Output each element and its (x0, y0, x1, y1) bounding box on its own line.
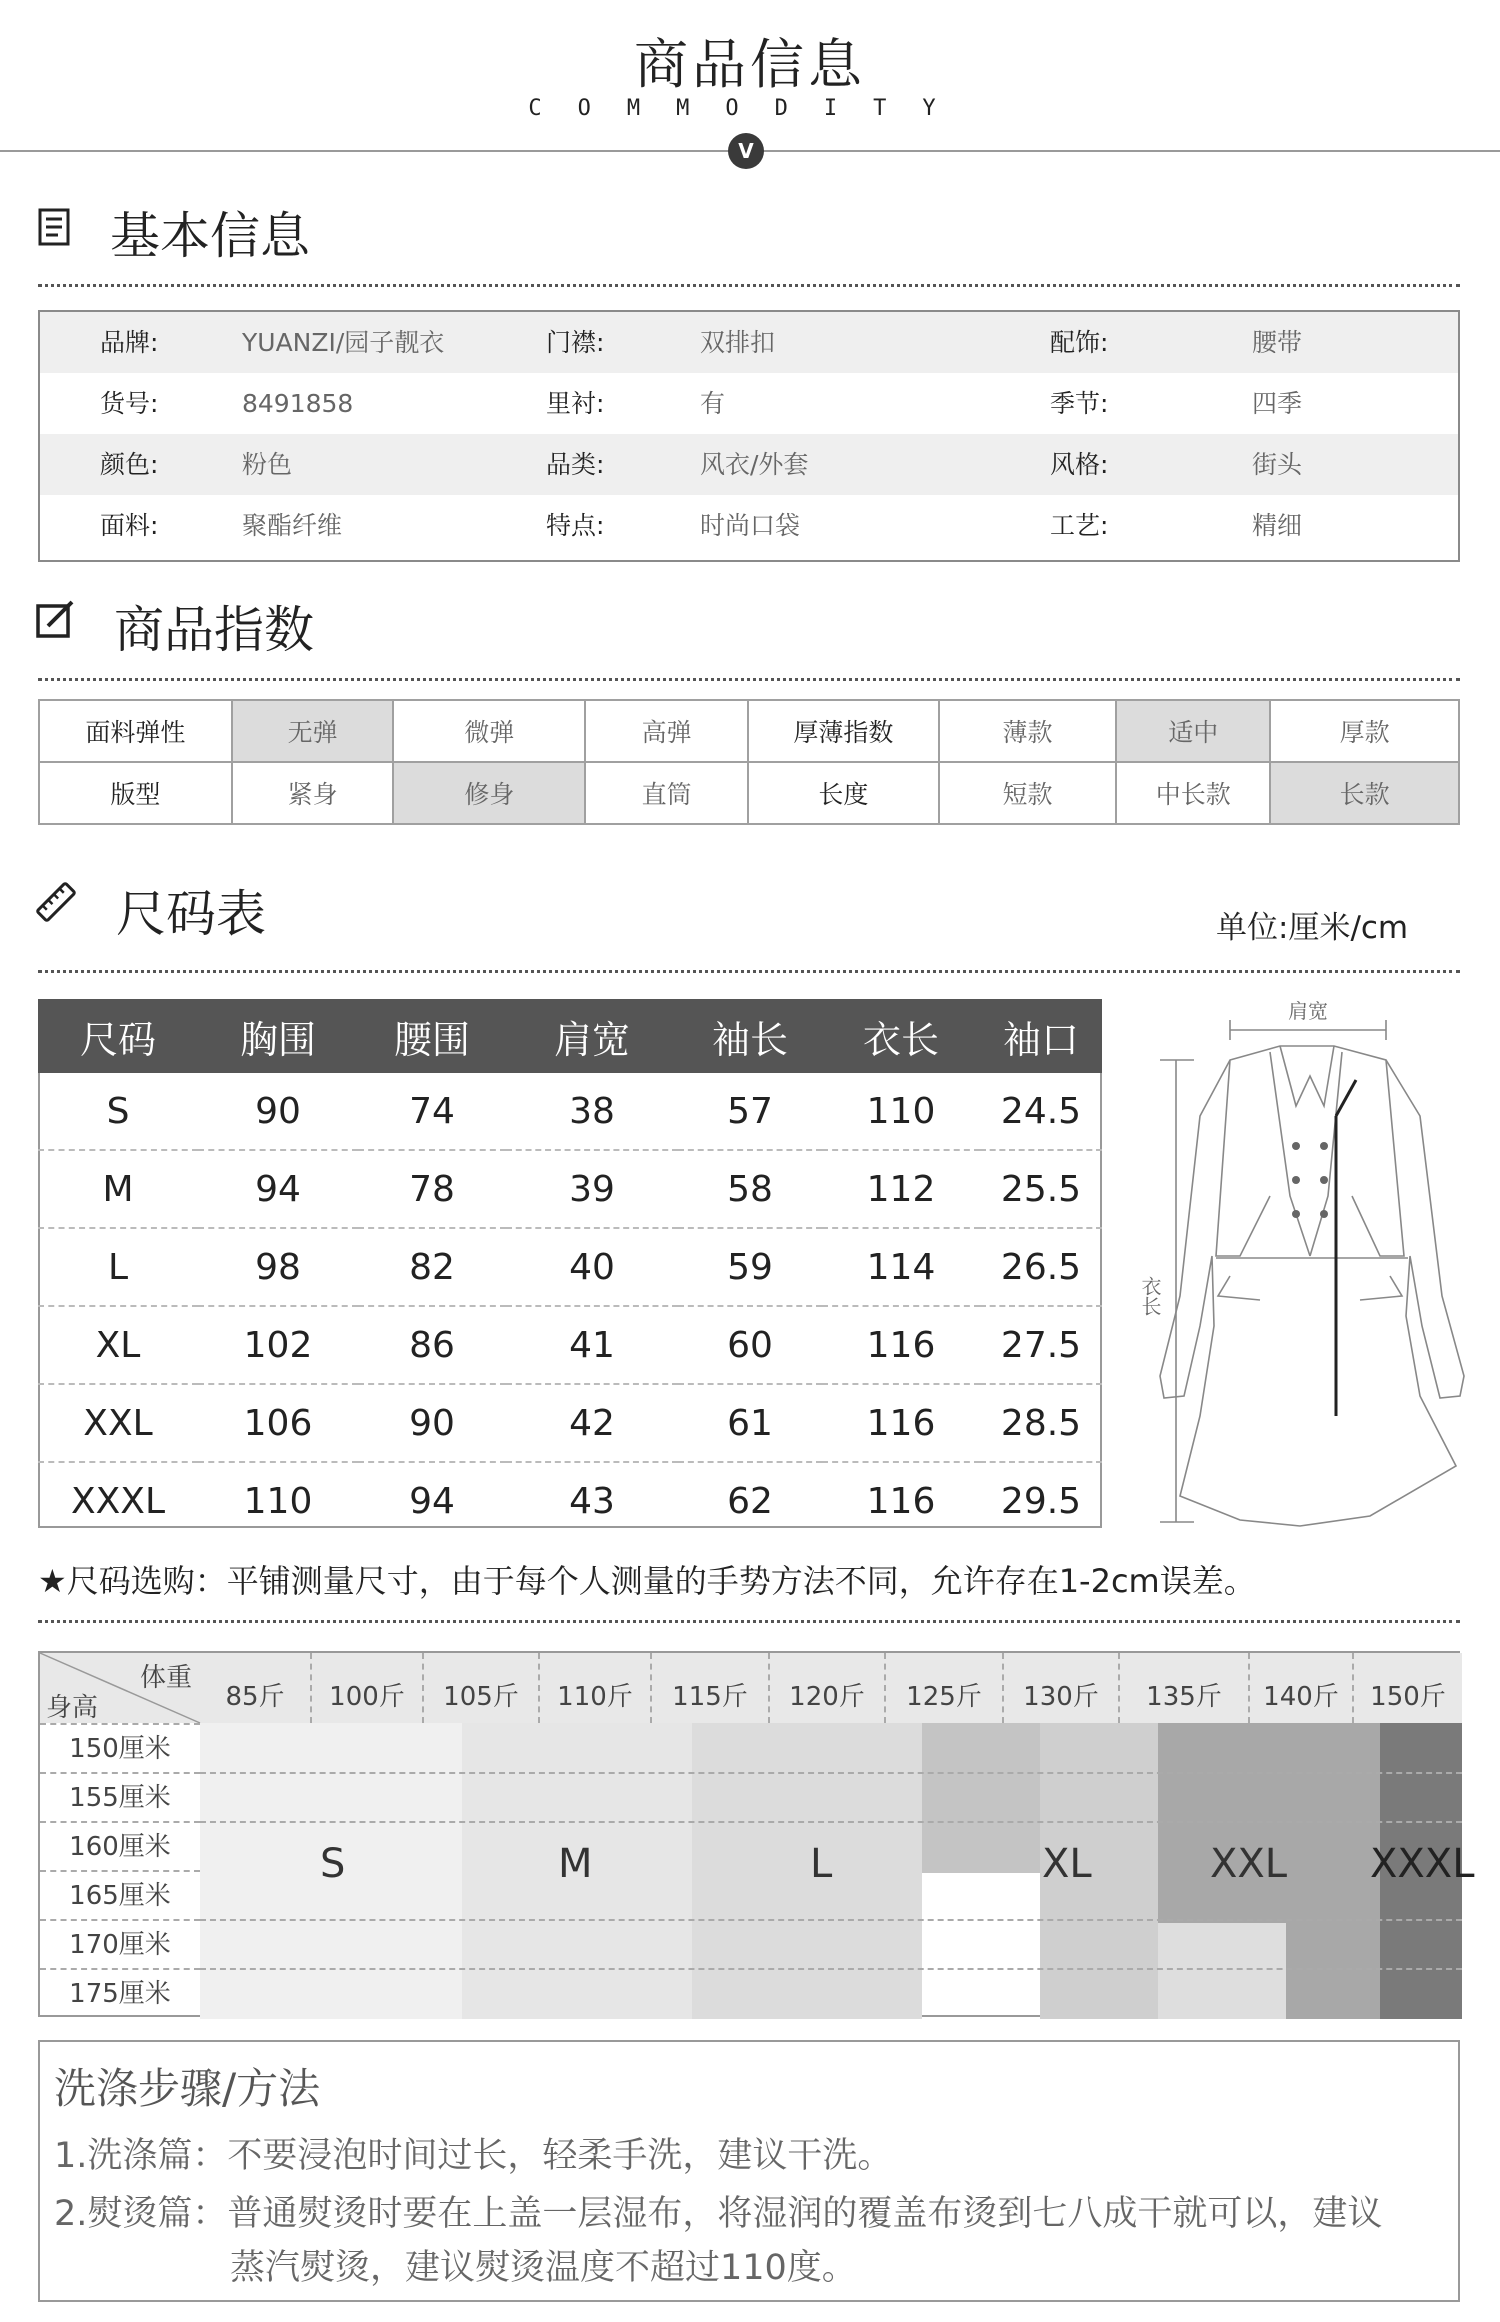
index-label: 长度 (748, 762, 939, 824)
size-table (38, 999, 1102, 1539)
weight-header: 105斤 (424, 1653, 540, 1723)
grid-line (200, 1968, 1462, 1970)
table-cell: S (38, 1073, 198, 1150)
table-cell: 94 (409, 1480, 455, 1522)
height-row-label: 160厘米 (40, 1821, 200, 1870)
product-index-table (38, 699, 1460, 825)
index-option: 适中 (1116, 700, 1270, 762)
info-key: 品类: (546, 450, 605, 479)
basic-info-table (38, 310, 1460, 562)
weight-header: 85斤 (200, 1653, 312, 1723)
ironing-line: 2.熨烫篇：普通熨烫时要在上盖一层湿布，将湿润的覆盖布烫到七八成干就可以，建议 (54, 2194, 1383, 2234)
info-row (40, 312, 1458, 373)
edit-icon (34, 598, 78, 642)
weight-header: 135斤 (1120, 1653, 1250, 1723)
index-option: 无弹 (232, 700, 394, 762)
table-cell: 40 (506, 1228, 678, 1306)
info-key: 特点: (546, 511, 605, 540)
length-label: 衣长 (1138, 1276, 1162, 1316)
index-option: 中长款 (1116, 762, 1270, 824)
info-value: 有 (700, 389, 726, 418)
ruler-icon (34, 880, 78, 924)
document-icon (34, 206, 78, 250)
column-header: 肩宽 (506, 999, 678, 1073)
table-cell: 116 (822, 1384, 980, 1462)
column-header: 袖口 (980, 999, 1102, 1073)
table-cell: 114 (822, 1228, 980, 1306)
table-cell: 38 (506, 1073, 678, 1150)
weight-header: 125斤 (886, 1653, 1004, 1723)
page-title: 商品信息 (634, 33, 866, 96)
height-row-label: 150厘米 (40, 1723, 200, 1772)
grid-line (200, 1821, 1462, 1823)
size-note: ★尺码选购：平铺测量尺寸，由于每个人测量的手势方法不同，允许存在1-2cm误差。 (38, 1562, 1256, 1600)
weight-header: 100斤 (312, 1653, 424, 1723)
washing-line: 1.洗涤篇：不要浸泡时间过长，轻柔手洗，建议干洗。 (54, 2136, 893, 2176)
size-recommend-grid (38, 1651, 1475, 2017)
info-key: 季节: (1050, 389, 1109, 418)
size-zone-l-upper (922, 1723, 1040, 1873)
info-key: 货号: (100, 389, 159, 418)
size-chart-title: 尺码表 (116, 885, 266, 943)
table-cell: 39 (506, 1150, 678, 1228)
weight-header: 140斤 (1250, 1653, 1354, 1723)
table-cell: 26.5 (980, 1228, 1102, 1306)
section-divider (38, 284, 1460, 287)
info-key: 配饰: (1050, 328, 1109, 357)
size-label-m: M (558, 1841, 593, 1887)
table-cell: 58 (678, 1150, 822, 1228)
index-option: 微弹 (393, 700, 585, 762)
index-label: 面料弹性 (39, 700, 232, 762)
section-divider (38, 970, 1460, 973)
table-cell: 90 (198, 1073, 358, 1150)
info-key: 里衬: (546, 389, 605, 418)
table-cell: 74 (358, 1073, 506, 1150)
table-cell: 62 (727, 1480, 773, 1522)
header-badge: V (728, 133, 764, 169)
table-cell: 27.5 (980, 1306, 1102, 1384)
size-label-xl: XL (1042, 1841, 1092, 1887)
height-axis-label: 身高 (46, 1693, 99, 1723)
table-cell: 28.5 (980, 1384, 1102, 1462)
coat-diagram (1120, 996, 1480, 1536)
table-cell: 60 (678, 1306, 822, 1384)
index-option: 紧身 (232, 762, 394, 824)
weight-header: 150斤 (1370, 1682, 1446, 1712)
table-cell: 25.5 (980, 1150, 1102, 1228)
index-row (39, 762, 1459, 824)
table-cell: XXXL (70, 1480, 166, 1522)
index-label: 版型 (39, 762, 232, 824)
size-zone-xxl (1158, 1723, 1380, 1923)
height-row-label: 165厘米 (40, 1870, 200, 1919)
table-cell: 59 (678, 1228, 822, 1306)
info-value: 8491858 (242, 389, 354, 418)
table-row (38, 1462, 1102, 1539)
table-cell: 78 (358, 1150, 506, 1228)
table-cell: XXL (38, 1384, 198, 1462)
size-zone-xl-lower (1158, 1923, 1286, 2019)
info-value: 精细 (1252, 511, 1303, 540)
column-header: 腰围 (358, 999, 506, 1073)
table-row (38, 1306, 1102, 1384)
height-row-label: 175厘米 (40, 1968, 200, 2017)
table-cell: XL (38, 1306, 198, 1384)
info-value: 时尚口袋 (700, 511, 801, 540)
weight-header: 115斤 (652, 1653, 770, 1723)
info-value: 风衣/外套 (700, 450, 809, 479)
info-row (40, 434, 1458, 495)
table-cell: 110 (243, 1480, 313, 1522)
table-cell: 24.5 (980, 1073, 1102, 1150)
weight-header: 110斤 (540, 1653, 652, 1723)
info-value: 聚酯纤维 (242, 511, 343, 540)
info-key: 工艺: (1050, 511, 1109, 540)
index-option: 薄款 (939, 700, 1117, 762)
index-title: 商品指数 (114, 601, 314, 659)
washing-title: 洗涤步骤/方法 (54, 2064, 321, 2113)
index-option: 短款 (939, 762, 1117, 824)
index-option: 直筒 (585, 762, 748, 824)
table-cell: 41 (506, 1306, 678, 1384)
table-row (38, 1228, 1102, 1306)
size-zone-xxl-lower (1286, 1923, 1380, 2019)
table-row (38, 1073, 1102, 1150)
ironing-line-cont: 蒸汽熨烫，建议熨烫温度不超过110度。 (230, 2248, 857, 2288)
info-row (40, 495, 1458, 556)
weight-header: 120斤 (770, 1653, 886, 1723)
height-row-label: 170厘米 (40, 1919, 200, 1968)
index-option: 长款 (1270, 762, 1459, 824)
size-zone-l (692, 1723, 922, 2019)
weight-axis-label: 体重 (140, 1663, 193, 1693)
weight-header: 130斤 (1004, 1653, 1120, 1723)
table-cell: 82 (358, 1228, 506, 1306)
column-header: 衣长 (822, 999, 980, 1073)
info-value: 粉色 (242, 450, 293, 479)
info-key: 品牌: (100, 328, 159, 357)
table-cell: 94 (198, 1150, 358, 1228)
info-value: YUANZI/园子靓衣 (242, 328, 445, 357)
table-cell: L (38, 1228, 198, 1306)
table-cell: 42 (506, 1384, 678, 1462)
info-value: 街头 (1252, 450, 1303, 479)
table-cell: 116 (822, 1306, 980, 1384)
info-key: 门襟: (546, 328, 605, 357)
index-option: 高弹 (585, 700, 748, 762)
table-row (38, 1150, 1102, 1228)
table-cell: 29.5 (1000, 1480, 1082, 1522)
table-cell: 116 (866, 1480, 936, 1522)
size-label-l: L (810, 1841, 833, 1887)
size-label-xxxl: XXXL (1370, 1841, 1475, 1887)
table-cell: 61 (678, 1384, 822, 1462)
section-divider (38, 1620, 1460, 1623)
table-cell: M (38, 1150, 198, 1228)
column-header: 胸围 (198, 999, 358, 1073)
table-cell: 102 (198, 1306, 358, 1384)
info-key: 颜色: (100, 450, 159, 479)
size-label-s: S (320, 1841, 346, 1887)
table-cell: 86 (358, 1306, 506, 1384)
index-option: 修身 (393, 762, 585, 824)
column-header: 尺码 (38, 999, 198, 1073)
table-cell: 57 (678, 1073, 822, 1150)
index-option: 厚款 (1270, 700, 1459, 762)
grid-line (200, 1772, 1462, 1774)
basic-info-title: 基本信息 (110, 207, 310, 265)
table-cell: 110 (822, 1073, 980, 1150)
grid-line (200, 1919, 1462, 1921)
info-key: 面料: (100, 511, 159, 540)
info-value: 双排扣 (700, 328, 776, 357)
table-cell: 98 (198, 1228, 358, 1306)
size-table-header (38, 999, 1102, 1073)
index-row (39, 700, 1459, 762)
size-label-xxl: XXL (1210, 1841, 1288, 1887)
table-cell: 106 (198, 1384, 358, 1462)
table-cell: 90 (358, 1384, 506, 1462)
index-label: 厚薄指数 (748, 700, 939, 762)
size-unit: 单位:厘米/cm (1216, 910, 1409, 946)
info-value: 四季 (1252, 389, 1303, 418)
height-row-label: 155厘米 (40, 1772, 200, 1821)
column-header: 袖长 (678, 999, 822, 1073)
info-value: 腰带 (1252, 328, 1303, 357)
shoulder-label: 肩宽 (1288, 999, 1328, 1023)
table-cell: 112 (822, 1150, 980, 1228)
table-row (38, 1384, 1102, 1462)
table-cell: 43 (569, 1480, 615, 1522)
info-row (40, 373, 1458, 434)
page-subtitle: COMMODITY (528, 96, 972, 121)
info-key: 风格: (1050, 450, 1109, 479)
section-divider (38, 678, 1460, 681)
washing-section (38, 2040, 1460, 2302)
